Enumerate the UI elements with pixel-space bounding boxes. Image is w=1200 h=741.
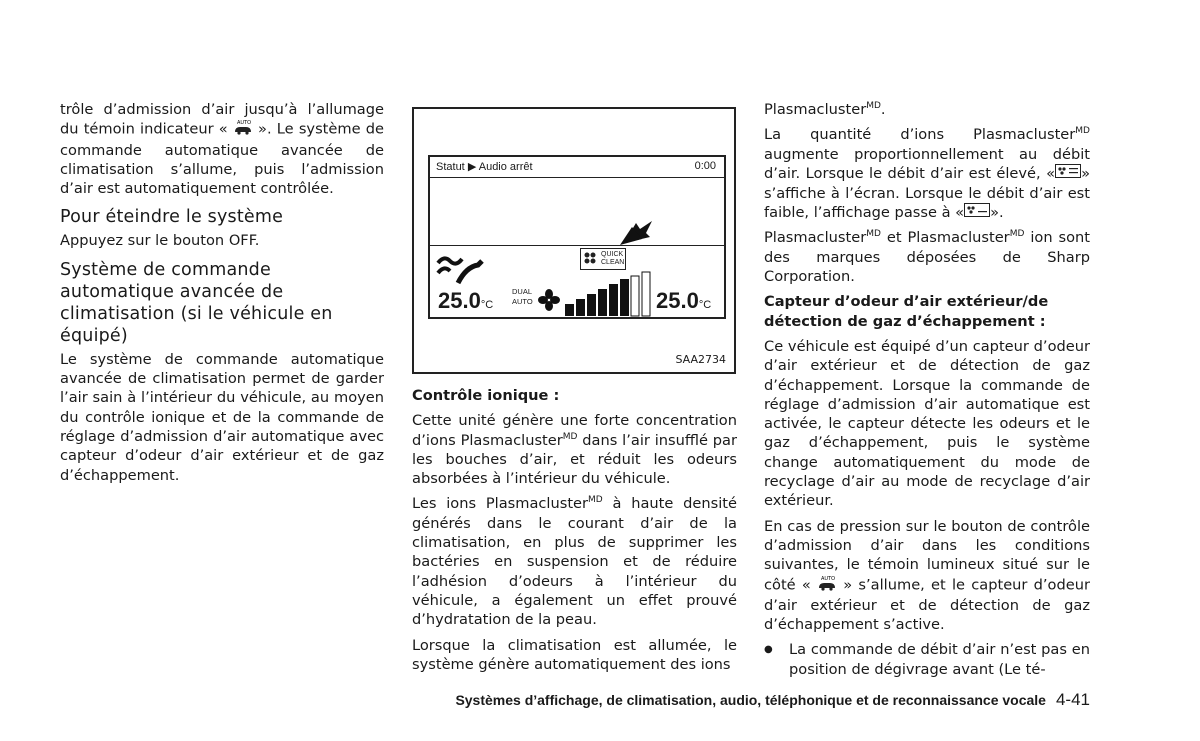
paragraph-intake: trôle d’admission d’air jusqu’à l’allumage du témoin indicateur « AUTO ». Le système de commande automatique avancée de climatisation s’allume, puis l’admission d’air est automatiquement contrôlée. xyxy=(60,101,384,198)
footer-chapter: Systèmes d’affichage, de climatisation, audio, téléphonique et de reconnaissance vocale xyxy=(455,692,1046,708)
right-temperature: 25.0 xyxy=(656,288,699,313)
status-label: Statut xyxy=(436,161,465,173)
dual-label: DUAL xyxy=(512,287,533,296)
fan-icon xyxy=(538,289,560,311)
paragraph-plasmacluster: Plasmacluster$^{MD}$. xyxy=(764,101,886,118)
paragraph-ion-3: Lorsque la climatisation est allumée, le système génère automatiquement des ions xyxy=(412,636,737,673)
display-screen: Statut ▶ Audio arrêt 0:00 QUICK CLEAN 25.0°C DUAL AUTO 25.0°C xyxy=(428,155,726,319)
column-3 xyxy=(764,100,1090,685)
arrow-right-icon: ▶ xyxy=(467,161,477,173)
paragraph-odor-sensor: Ce véhicule est équipé d’un capteur d’odeur d’air extérieur et de détection de gaz d’échappement. Lorsque la commande de réglage d’admission d’air automatique est activée, le capteur détecte les odeurs et le gaz d’échappement, puis le système change automatiquement du mode de recyclage d’air au mode de recyclage d’air extérieur. xyxy=(764,337,1090,510)
plasmacluster-low-icon xyxy=(964,203,990,222)
figure-code: SAA2734 xyxy=(675,353,726,366)
plasmacluster-high-icon xyxy=(1055,164,1081,183)
left-temperature: 25.0 xyxy=(438,288,481,313)
auto-recirc-icon xyxy=(817,575,837,596)
airflow-mode-icon xyxy=(436,253,486,287)
page-footer xyxy=(0,690,1090,710)
svg-text:AUTO: AUTO xyxy=(236,120,251,127)
paragraph-press-button: En cas de pression sur le bouton de contrôle d’admission d’air dans les conditions suivantes, le témoin lumineux situé sur le côté « AUTO » s’allume, et le capteur d’odeur d’air extérieur et de détection de gaz d’échappement s’active. xyxy=(764,517,1090,634)
status-value: Audio arrêt xyxy=(478,161,533,173)
heading-ion-control: Contrôle ionique : xyxy=(412,387,560,404)
paragraph-ion-1: Cette unité génère une forte concentration d’ions Plasmacluster$^{MD}$ dans l’air insufflé par les bouches d’air, et réduit les odeurs absorbées à l’intérieur du véhicule. xyxy=(412,412,737,488)
page-number: 4-41 xyxy=(1055,690,1090,709)
clock: 0:00 xyxy=(694,160,716,172)
fan-level-bars xyxy=(564,270,654,318)
column-2 xyxy=(412,386,737,680)
paragraph-ion-quantity: La quantité d’ions Plasmacluster$^{MD}$ augmente proportionnellement au débit d’air. Lorsque le débit d’air est élevé, « » s’affiche à l’écran. Lorsque le débit d’air est faible, l’affichage passe à « ». xyxy=(764,126,1090,221)
column-1 xyxy=(60,100,384,491)
svg-text:AUTO: AUTO xyxy=(821,575,836,582)
paragraph-ion-2: Les ions Plasmacluster$^{MD}$ à haute densité générés dans le courant d’air de la climatisation, en plus de supprimer les bactéries en suspension et de réduire l’adhésion d’odeurs à l’intérieur du véhicule, a également un effet prouvé d’hydratation de la peau. xyxy=(412,495,737,629)
climate-display-figure xyxy=(412,107,736,374)
bullet-item: ● La commande de débit d’air n’est pas en position de dégivrage avant (Le té- xyxy=(764,640,1090,679)
quick-clean-icon: QUICK CLEAN xyxy=(580,248,626,270)
auto-label: AUTO xyxy=(512,297,533,306)
auto-recirc-icon xyxy=(233,119,253,140)
pointer-arrow-icon xyxy=(618,217,654,247)
paragraph-off: Appuyez sur le bouton OFF. xyxy=(60,232,260,250)
paragraph-trademark: Plasmacluster$^{MD}$ et Plasmacluster$^{MD}$ ion sont des marques déposées de Sharp Corporation. xyxy=(764,229,1091,286)
heading-turn-off: Pour éteindre le système xyxy=(60,207,284,228)
heading-advanced-system: Système de commande automatique avancée de climatisation (si le véhicule en équipé) xyxy=(60,259,333,346)
heading-odor-sensor: Capteur d’odeur d’air extérieur/de détection de gaz d’échappement : xyxy=(764,293,1049,330)
paragraph-advanced-system: Le système de commande automatique avancée de climatisation permet de garder l’air sain à l’intérieur du véhicule, au moyen du contrôle ionique et de la commande de réglage d’admission d’air automatique avec capteur d’odeur d’air extérieur et de gaz d’échappement. xyxy=(60,350,384,484)
